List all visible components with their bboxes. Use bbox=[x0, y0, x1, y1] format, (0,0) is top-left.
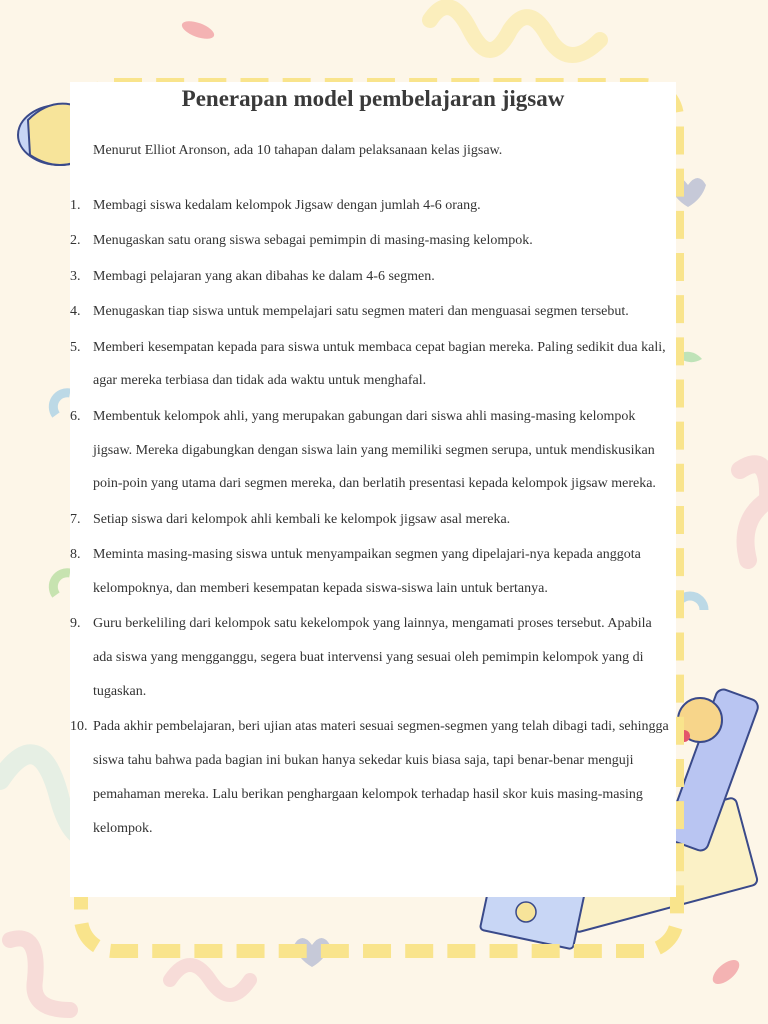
list-item-text: Memberi kesempatan kepada para siswa untuk membaca cepat bagian mereka. Paling sedikit dua kali, agar mereka terbiasa dan tidak ada waktu untuk menghafal. bbox=[93, 339, 666, 389]
list-item-text: Menugaskan satu orang siswa sebagai pemimpin di masing-masing kelompok. bbox=[93, 233, 533, 249]
list-item-number: 2. bbox=[70, 233, 81, 249]
swirl-decoration bbox=[170, 965, 250, 995]
list-item-text: Setiap siswa dari kelompok ahli kembali ke kelompok jigsaw asal mereka. bbox=[93, 511, 511, 527]
list-item-number: 3. bbox=[70, 268, 81, 284]
squiggle-decoration bbox=[430, 7, 600, 55]
list-item-number: 10. bbox=[70, 719, 88, 735]
swirl-decoration bbox=[740, 464, 768, 560]
steps-list bbox=[70, 189, 670, 847]
list-item bbox=[70, 224, 670, 258]
list-item-number: 7. bbox=[70, 511, 81, 527]
list-item-text: Guru berkeliling dari kelompok satu kekelompok yang lainnya, mengamati proses tersebut. Apabila ada siswa yang mengganggu, segera buat intervensi yang sesuai oleh pemimpin kelompok yang di tugaskan. bbox=[93, 616, 652, 699]
petal-decoration bbox=[709, 956, 744, 989]
list-item bbox=[70, 538, 670, 606]
arc-decoration bbox=[53, 573, 70, 595]
list-item-number: 6. bbox=[70, 408, 81, 424]
intro-paragraph: Menurut Elliot Aronson, ada 10 tahapan dalam pelaksanaan kelas jigsaw. bbox=[93, 143, 503, 158]
list-item bbox=[70, 189, 670, 223]
list-item-number: 4. bbox=[70, 304, 81, 320]
list-item bbox=[70, 607, 670, 708]
list-item bbox=[70, 400, 670, 501]
list-item bbox=[70, 710, 670, 845]
list-item bbox=[70, 331, 670, 399]
list-item-number: 1. bbox=[70, 198, 81, 213]
list-item bbox=[70, 295, 670, 329]
list-item-text: Pada akhir pembelajaran, beri ujian atas materi sesuai segmen-segmen yang telah dibagi tadi, sehingga siswa tahu bahwa pada bagian ini bukan hanya sekedar kuis biasa saja, tapi benar-benar menguji pemahaman mereka. Lalu berikan penghargaan kelompok terhadap hasil skor kuis masing-masing kelompok. bbox=[93, 719, 669, 836]
list-item bbox=[70, 260, 670, 294]
list-item-text: Meminta masing-masing siswa untuk menyampaikan segmen yang dipelajari-nya kepada anggota kelompoknya, dan memberi kesempatan kepada siswa-siswa lain untuk bertanya. bbox=[93, 547, 641, 596]
list-item-text: Menugaskan tiap siswa untuk mempelajari satu segmen materi dan menguasai segmen tersebut. bbox=[93, 304, 629, 320]
list-item-text: Membentuk kelompok ahli, yang merupakan gabungan dari siswa ahli masing-masing kelompok jigsaw. Mereka digabungkan dengan siswa lain yang memiliki segmen serupa, untuk mendiskusikan poin-poin yang utama dari segmen mereka, dan berlatih presentasi kepada kelompok jigsaw mereka. bbox=[93, 408, 656, 492]
petal-decoration bbox=[180, 18, 217, 43]
list-item-text: Membagi siswa kedalam kelompok Jigsaw dengan jumlah 4-6 orang. bbox=[93, 198, 481, 213]
list-item bbox=[70, 503, 670, 537]
list-item-text: Membagi pelajaran yang akan dibahas ke dalam 4-6 segmen. bbox=[93, 268, 435, 284]
page-title: Penerapan model pembelajaran jigsaw bbox=[181, 86, 565, 111]
swirl-decoration bbox=[10, 938, 70, 1010]
list-item-number: 8. bbox=[70, 547, 81, 563]
arc-decoration bbox=[53, 393, 70, 415]
list-item-number: 9. bbox=[70, 616, 81, 632]
list-item-number: 5. bbox=[70, 339, 81, 355]
